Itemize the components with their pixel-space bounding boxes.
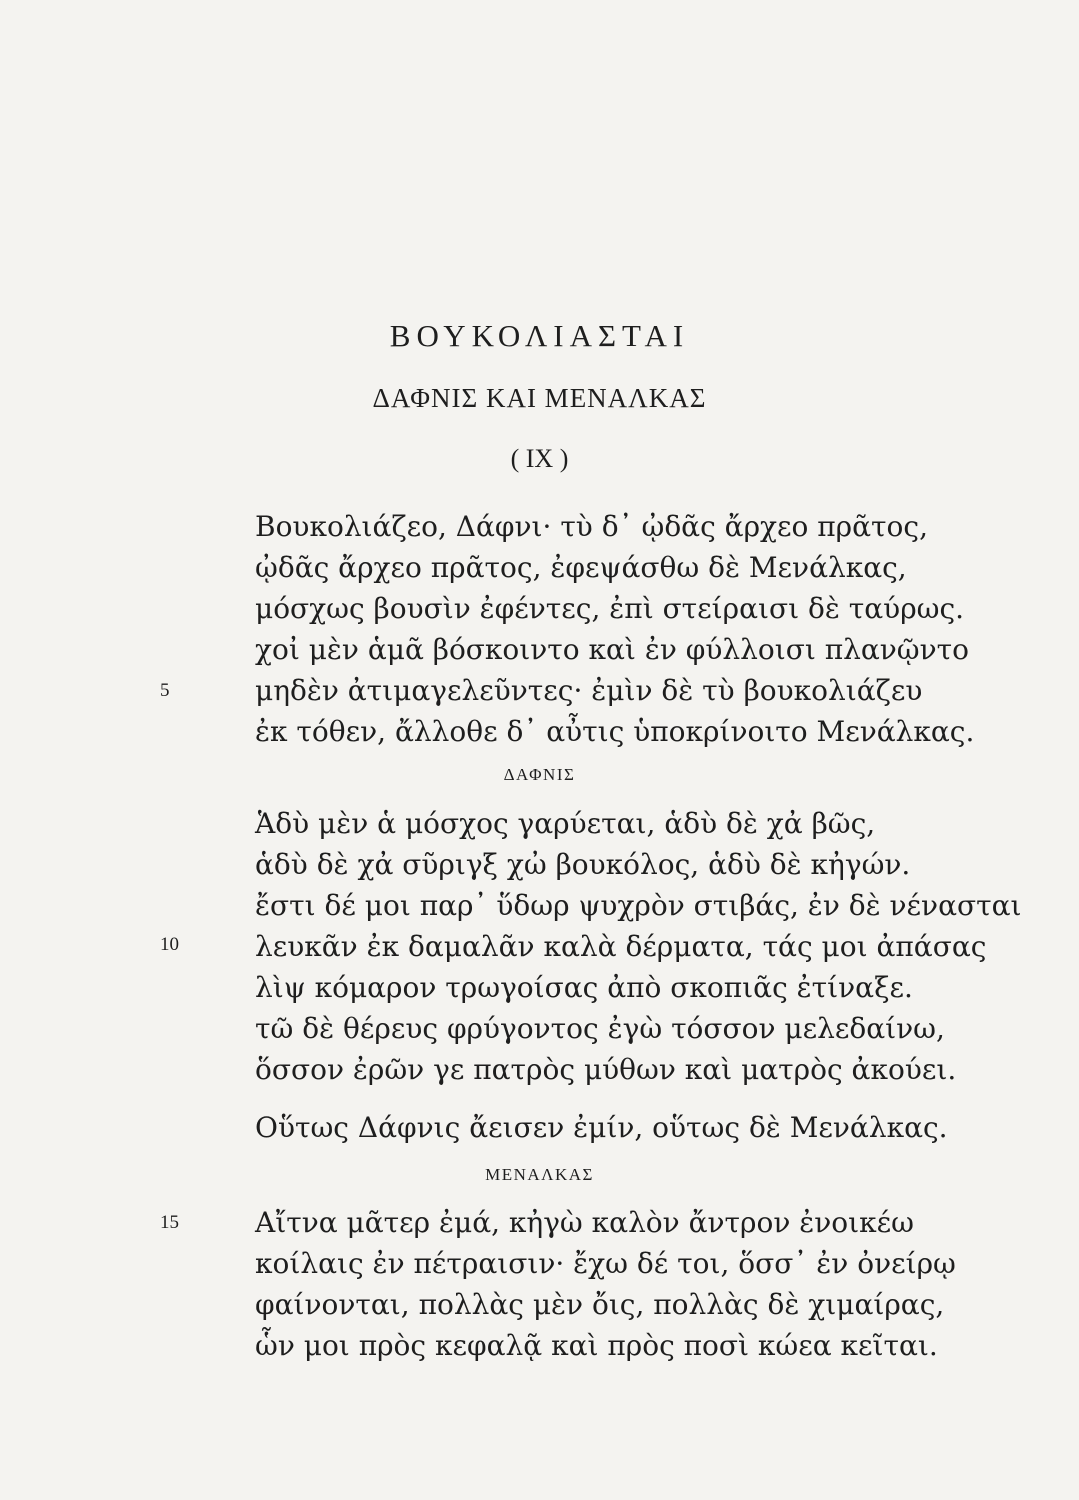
poem-subtitle: ΔΑΦΝΙΣ ΚΑΙ ΜΕΝΑΛΚΑΣ — [372, 383, 707, 413]
verse-line: χοἰ μὲν ἁμᾶ βόσκοιντο καὶ ἐν φύλλοισι πλανῷντο — [255, 633, 969, 666]
verse-line: κοίλαις ἐν πέτραισιν· ἔχω δέ τοι, ὅσσ᾽ ἐν ὀνείρῳ — [255, 1247, 956, 1280]
verse-line: φαίνονται, πολλὰς μὲν ὄις, πολλὰς δὲ χιμαίρας, — [255, 1288, 945, 1321]
poem-title: ΒΟΥΚΟΛΙΑΣΤΑΙ — [389, 318, 690, 353]
verse-line: μηδὲν ἀτιμαγελεῦντες· ἐμὶν δὲ τὺ βουκολιάζευ — [255, 674, 923, 707]
speaker-heading: ΔΑΦΝΙΣ — [503, 765, 576, 784]
verse-line: Αἴτνα μᾶτερ ἐμά, κἠγὼ καλὸν ἄντρον ἐνοικέω — [255, 1206, 914, 1239]
verse-line: ἐκ τόθεν, ἄλλοθε δ᾽ αὖτις ὑποκρίνοιτο Μενάλκας. — [255, 715, 975, 748]
verse-line: Ἁδὺ μὲν ἁ μόσχος γαρύεται, ἁδὺ δὲ χἀ βῶς, — [255, 807, 876, 840]
line-number: 10 — [160, 934, 179, 955]
verse-line: λὶψ κόμαρον τρωγοίσας ἀπὸ σκοπιᾶς ἐτίναξε. — [255, 971, 913, 1004]
speaker-heading: ΜΕΝΑΛΚΑΣ — [485, 1165, 594, 1184]
line-number: 5 — [160, 680, 170, 701]
verse-line: Βουκολιάζεο, Δάφνι· τὺ δ᾽ ᾠδᾶς ἄρχεο πρᾶτος, — [255, 510, 928, 543]
verse-line: λευκᾶν ἐκ δαμαλᾶν καλὰ δέρματα, τάς μοι ἀπάσας — [255, 930, 987, 963]
verse-line: ἁδὺ δὲ χἀ σῦριγξ χὠ βουκόλος, ἁδὺ δὲ κἠγών. — [255, 848, 911, 881]
poem-number: ( IX ) — [510, 444, 569, 473]
verse-line: μόσχως βουσὶν ἐφέντες, ἐπὶ στείραισι δὲ ταύρως. — [255, 592, 965, 625]
verse-line: ὧν μοι πρὸς κεφαλᾷ καὶ πρὸς ποσὶ κώεα κεῖται. — [255, 1329, 938, 1362]
verse-line: ὅσσον ἐρῶν γε πατρὸς μύθων καὶ ματρὸς ἀκούει. — [255, 1053, 957, 1086]
verse-line: τῶ δὲ θέρευς φρύγοντος ἐγὼ τόσσον μελεδαίνω, — [255, 1012, 945, 1045]
verse-line: ἔστι δέ μοι παρ᾽ ὕδωρ ψυχρὸν στιβάς, ἐν δὲ νένασται — [255, 889, 1022, 922]
line-number: 15 — [160, 1212, 179, 1233]
verse-line: Οὕτως Δάφνις ἄεισεν ἐμίν, οὕτως δὲ Μενάλκας. — [255, 1111, 948, 1144]
verse-line: ᾠδᾶς ἄρχεο πρᾶτος, ἐφεψάσθω δὲ Μενάλκας, — [255, 551, 907, 584]
